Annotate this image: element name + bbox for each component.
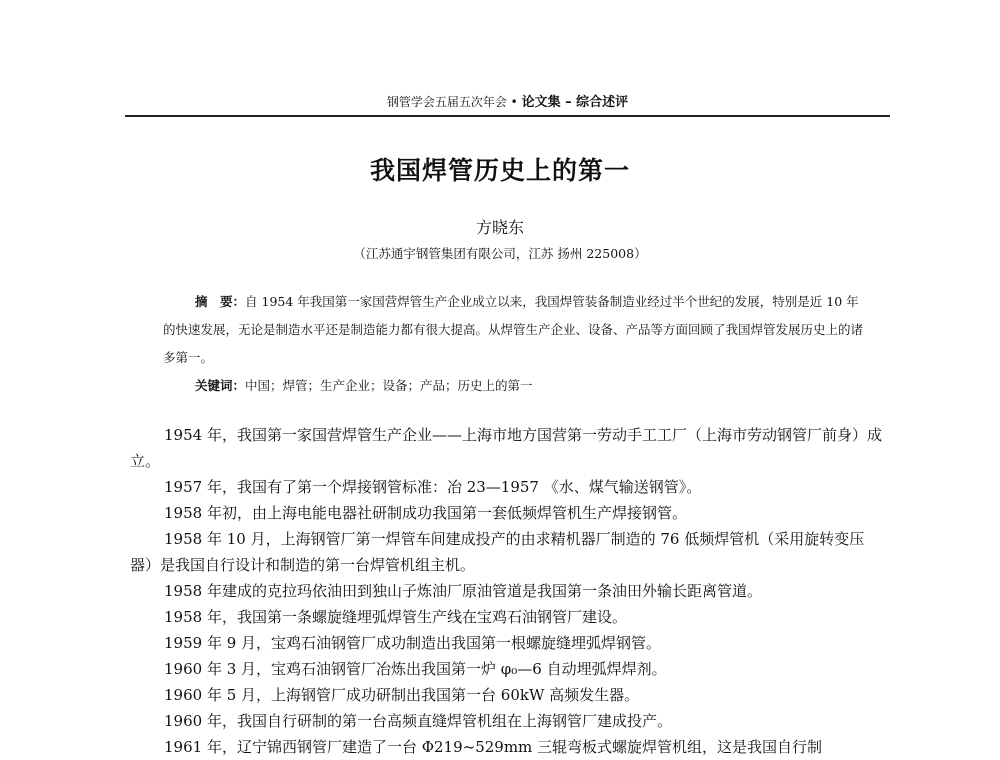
header-emphasis: 论文集 – 综合述评: [521, 95, 629, 110]
body-paragraph-3: 1958 年初，由上海电能电器社研制成功我国第一套低频焊管机生产焊接钢管。: [164, 504, 687, 522]
body-text: [130, 422, 885, 760]
author: 方晓东: [475, 218, 524, 237]
affiliation: （江苏通宇钢管集团有限公司，江苏 扬州 225008）: [353, 246, 647, 261]
body-paragraph-8: 1960 年 3 月，宝鸡石油钢管厂冶炼出我国第一炉 φ₀—6 自动埋弧焊焊剂。: [164, 660, 667, 678]
abstract-text: 自 1954 年我国第一家国营焊管生产企业成立以来，我国焊管装备制造业经过半个世纪的发展，特别是近 10 年的快速发展，无论是制造水平还是制造能力都有很大提高。从焊管生产企业、设备、产品等方面回顾了我国焊管发展历史上的诸多第一。: [163, 294, 864, 365]
abstract-paragraph: [163, 288, 863, 372]
keywords-text: 中国；焊管；生产企业；设备；产品；历史上的第一: [245, 378, 533, 393]
body-paragraph-5: 1958 年建成的克拉玛依油田到独山子炼油厂原油管道是我国第一条油田外输长距离管道。: [164, 582, 762, 600]
body-paragraph-11: 1961 年，辽宁锦西钢管厂建造了一台 Φ219~529mm 三辊弯板式螺旋焊管机组，这是我国自行制: [164, 738, 823, 756]
body-paragraph-4: 1958 年 10 月，上海钢管厂第一焊管车间建成投产的由求精机器厂制造的 76 低频焊管机（采用旋转变压器）是我国自行设计和制造的第一台焊管机组主机。: [130, 530, 865, 574]
keywords-line: [163, 372, 863, 400]
header-prefix: 钢管学会五届五次年会 •: [386, 95, 522, 109]
body-paragraph-1: 1954 年，我国第一家国营焊管生产企业——上海市地方国营第一劳动手工工厂（上海市劳动钢管厂前身）成立。: [130, 426, 882, 470]
abstract-label: 摘 要：: [195, 294, 246, 309]
running-header: [125, 93, 890, 117]
keywords-label: 关键词：: [195, 378, 246, 393]
body-paragraph-6: 1958 年，我国第一条螺旋缝埋弧焊管生产线在宝鸡石油钢管厂建设。: [164, 608, 627, 626]
body-paragraph-9: 1960 年 5 月，上海钢管厂成功研制出我国第一台 60kW 高频发生器。: [164, 686, 640, 704]
body-paragraph-10: 1960 年，我国自行研制的第一台高频直缝焊管机组在上海钢管厂建成投产。: [164, 712, 672, 730]
abstract: [163, 288, 863, 400]
body-paragraph-7: 1959 年 9 月，宝鸡石油钢管厂成功制造出我国第一根螺旋缝埋弧焊钢管。: [164, 634, 662, 652]
body-paragraph-2: 1957 年，我国有了第一个焊接钢管标准：冶 23—1957 《水、煤气输送钢管》。: [164, 478, 702, 496]
paper-title: 我国焊管历史上的第一: [369, 156, 630, 185]
